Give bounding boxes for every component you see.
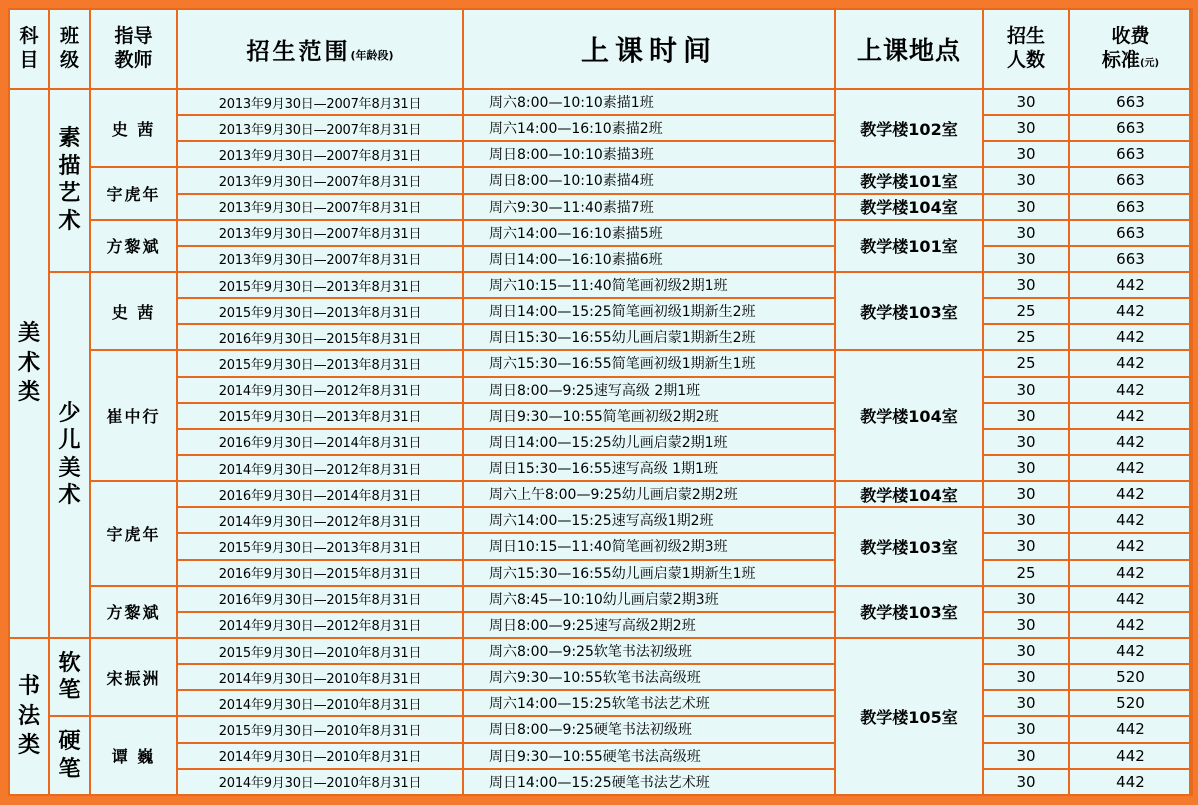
teacher-tan-wei: 谭 巍	[90, 716, 177, 795]
class-time: 周六14:00—16:10素描2班	[463, 115, 835, 141]
enroll-count: 30	[983, 743, 1069, 769]
enroll-range: 2013年9月30日—2007年8月31日	[177, 220, 463, 246]
enroll-range: 2014年9月30日—2010年8月31日	[177, 690, 463, 716]
fee: 442	[1069, 743, 1192, 769]
class-time: 周日14:00—15:25硬笔书法艺术班	[463, 769, 835, 795]
teacher-yu-hunian: 宇虎年	[90, 167, 177, 219]
classroom: 教学楼101室	[835, 220, 983, 272]
class-time: 周日9:30—10:55简笔画初级2期2班	[463, 403, 835, 429]
class-kids-art: 少儿美术	[49, 272, 90, 638]
header-fee: 收费 标准(元)	[1069, 9, 1192, 89]
table-row	[9, 220, 1192, 246]
enroll-range: 2015年9月30日—2013年8月31日	[177, 298, 463, 324]
fee: 442	[1069, 298, 1192, 324]
fee: 442	[1069, 507, 1192, 533]
enroll-range: 2014年9月30日—2012年8月31日	[177, 507, 463, 533]
enroll-count: 30	[983, 115, 1069, 141]
fee: 442	[1069, 560, 1192, 586]
class-time: 周六10:15—11:40简笔画初级2期1班	[463, 272, 835, 298]
table-row	[9, 586, 1192, 612]
teacher-shi-qian: 史 茜	[90, 272, 177, 350]
enroll-count: 30	[983, 194, 1069, 220]
table-row	[9, 377, 1192, 403]
enroll-range: 2013年9月30日—2007年8月31日	[177, 141, 463, 167]
table-row	[9, 716, 1192, 742]
enroll-range: 2015年9月30日—2010年8月31日	[177, 638, 463, 664]
enroll-range: 2013年9月30日—2007年8月31日	[177, 194, 463, 220]
class-time: 周六14:00—15:25速写高级1期2班	[463, 507, 835, 533]
table-row	[9, 272, 1192, 298]
table-row	[9, 769, 1192, 795]
fee: 442	[1069, 533, 1192, 559]
enroll-count: 25	[983, 560, 1069, 586]
fee: 442	[1069, 377, 1192, 403]
class-time: 周日8:00—10:10素描4班	[463, 167, 835, 193]
classroom: 教学楼103室	[835, 586, 983, 638]
table-row	[9, 298, 1192, 324]
enroll-range: 2014年9月30日—2012年8月31日	[177, 612, 463, 638]
table-row	[9, 324, 1192, 350]
enroll-count: 30	[983, 664, 1069, 690]
teacher-fang-libin: 方黎斌	[90, 220, 177, 272]
table-row	[9, 115, 1192, 141]
class-time: 周六15:30—16:55简笔画初级1期新生1班	[463, 350, 835, 376]
fee: 663	[1069, 89, 1192, 115]
classroom: 教学楼102室	[835, 89, 983, 167]
class-time: 周六8:00—9:25软笔书法初级班	[463, 638, 835, 664]
enroll-range: 2013年9月30日—2007年8月31日	[177, 89, 463, 115]
table-row	[9, 89, 1192, 115]
table-row	[9, 664, 1192, 690]
header-class-time: 上课时间	[463, 9, 835, 89]
table-row	[9, 507, 1192, 533]
class-time: 周六8:00—10:10素描1班	[463, 89, 835, 115]
table-row	[9, 246, 1192, 272]
enroll-count: 25	[983, 350, 1069, 376]
fee: 442	[1069, 272, 1192, 298]
classroom: 教学楼104室	[835, 350, 983, 481]
fee: 442	[1069, 638, 1192, 664]
subject-art: 美术类	[9, 89, 49, 638]
header-class: 班 级	[49, 9, 90, 89]
enroll-count: 30	[983, 167, 1069, 193]
header-enroll-range: 招生范围(年龄段)	[177, 9, 463, 89]
fee: 442	[1069, 403, 1192, 429]
class-time: 周日8:00—9:25硬笔书法初级班	[463, 716, 835, 742]
enroll-range: 2014年9月30日—2010年8月31日	[177, 743, 463, 769]
enroll-count: 30	[983, 638, 1069, 664]
enroll-count: 30	[983, 507, 1069, 533]
enroll-count: 30	[983, 612, 1069, 638]
class-time: 周日15:30—16:55速写高级 1期1班	[463, 455, 835, 481]
enroll-range: 2015年9月30日—2010年8月31日	[177, 716, 463, 742]
enroll-count: 30	[983, 89, 1069, 115]
teacher-yu-hunian: 宇虎年	[90, 481, 177, 586]
enroll-range: 2013年9月30日—2007年8月31日	[177, 115, 463, 141]
enroll-range: 2015年9月30日—2013年8月31日	[177, 403, 463, 429]
class-time: 周日8:00—10:10素描3班	[463, 141, 835, 167]
fee: 442	[1069, 586, 1192, 612]
classroom: 教学楼105室	[835, 638, 983, 795]
classroom: 教学楼104室	[835, 481, 983, 507]
enroll-count: 30	[983, 220, 1069, 246]
fee: 663	[1069, 141, 1192, 167]
table-row	[9, 194, 1192, 220]
enroll-count: 30	[983, 586, 1069, 612]
enroll-range: 2014年9月30日—2012年8月31日	[177, 377, 463, 403]
class-time: 周日15:30—16:55幼儿画启蒙1期新生2班	[463, 324, 835, 350]
teacher-cui-zhongxing: 崔中行	[90, 350, 177, 481]
fee: 442	[1069, 716, 1192, 742]
fee: 442	[1069, 429, 1192, 455]
classroom: 教学楼101室	[835, 167, 983, 193]
header-subject: 科 目	[9, 9, 49, 89]
class-time: 周六8:45—10:10幼儿画启蒙2期3班	[463, 586, 835, 612]
class-time: 周六9:30—10:55软笔书法高级班	[463, 664, 835, 690]
header-row	[9, 9, 1192, 89]
enroll-range: 2015年9月30日—2013年8月31日	[177, 350, 463, 376]
enroll-range: 2016年9月30日—2014年8月31日	[177, 481, 463, 507]
class-time: 周日14:00—15:25简笔画初级1期新生2班	[463, 298, 835, 324]
enroll-range: 2013年9月30日—2007年8月31日	[177, 246, 463, 272]
enroll-count: 30	[983, 429, 1069, 455]
teacher-song-zhenzhou: 宋振洲	[90, 638, 177, 716]
fee: 663	[1069, 167, 1192, 193]
fee: 442	[1069, 350, 1192, 376]
teacher-shi-qian: 史 茜	[90, 89, 177, 167]
table-row	[9, 533, 1192, 559]
header-location: 上课地点	[835, 9, 983, 89]
table-row	[9, 403, 1192, 429]
enroll-range: 2016年9月30日—2015年8月31日	[177, 560, 463, 586]
class-time: 周六上午8:00—9:25幼儿画启蒙2期2班	[463, 481, 835, 507]
enroll-count: 30	[983, 769, 1069, 795]
fee: 442	[1069, 455, 1192, 481]
table-row	[9, 167, 1192, 193]
fee: 663	[1069, 194, 1192, 220]
enroll-count: 30	[983, 716, 1069, 742]
enroll-count: 25	[983, 324, 1069, 350]
teacher-fang-libin: 方黎斌	[90, 586, 177, 638]
header-teacher: 指导 教师	[90, 9, 177, 89]
class-time: 周日9:30—10:55硬笔书法高级班	[463, 743, 835, 769]
class-time: 周日10:15—11:40简笔画初级2期3班	[463, 533, 835, 559]
table-row	[9, 690, 1192, 716]
classroom: 教学楼104室	[835, 194, 983, 220]
class-time: 周日14:00—16:10素描6班	[463, 246, 835, 272]
table-row	[9, 429, 1192, 455]
enroll-range: 2014年9月30日—2010年8月31日	[177, 664, 463, 690]
class-time: 周六14:00—15:25软笔书法艺术班	[463, 690, 835, 716]
enroll-range: 2014年9月30日—2010年8月31日	[177, 769, 463, 795]
enroll-range: 2015年9月30日—2013年8月31日	[177, 533, 463, 559]
course-schedule-table	[8, 8, 1193, 796]
class-time: 周六15:30—16:55幼儿画启蒙1期新生1班	[463, 560, 835, 586]
enroll-range: 2015年9月30日—2013年8月31日	[177, 272, 463, 298]
enroll-count: 30	[983, 377, 1069, 403]
enroll-range: 2016年9月30日—2015年8月31日	[177, 324, 463, 350]
subject-calligraphy: 书法类	[9, 638, 49, 795]
fee: 663	[1069, 246, 1192, 272]
enroll-count: 30	[983, 246, 1069, 272]
enroll-count: 30	[983, 690, 1069, 716]
table-row	[9, 560, 1192, 586]
table-row	[9, 350, 1192, 376]
enroll-count: 30	[983, 455, 1069, 481]
table-row	[9, 455, 1192, 481]
fee: 442	[1069, 324, 1192, 350]
fee: 520	[1069, 664, 1192, 690]
fee: 663	[1069, 115, 1192, 141]
table-row	[9, 612, 1192, 638]
enroll-count: 30	[983, 403, 1069, 429]
class-hard-pen: 硬笔	[49, 716, 90, 795]
enroll-count: 30	[983, 533, 1069, 559]
fee: 520	[1069, 690, 1192, 716]
table-row	[9, 481, 1192, 507]
enroll-range: 2016年9月30日—2015年8月31日	[177, 586, 463, 612]
fee: 442	[1069, 769, 1192, 795]
fee: 442	[1069, 612, 1192, 638]
class-sketch: 素描艺术	[49, 89, 90, 272]
class-time: 周六9:30—11:40素描7班	[463, 194, 835, 220]
header-enroll-count: 招生 人数	[983, 9, 1069, 89]
enroll-range: 2013年9月30日—2007年8月31日	[177, 167, 463, 193]
enroll-count: 30	[983, 481, 1069, 507]
fee: 442	[1069, 481, 1192, 507]
enroll-count: 25	[983, 298, 1069, 324]
enroll-count: 30	[983, 141, 1069, 167]
enroll-count: 30	[983, 272, 1069, 298]
classroom: 教学楼103室	[835, 507, 983, 585]
classroom: 教学楼103室	[835, 272, 983, 350]
table-row	[9, 638, 1192, 664]
table-row	[9, 743, 1192, 769]
enroll-range: 2014年9月30日—2012年8月31日	[177, 455, 463, 481]
class-time: 周日14:00—15:25幼儿画启蒙2期1班	[463, 429, 835, 455]
class-soft-pen: 软笔	[49, 638, 90, 716]
class-time: 周日8:00—9:25速写高级 2期1班	[463, 377, 835, 403]
table-row	[9, 141, 1192, 167]
class-time: 周六14:00—16:10素描5班	[463, 220, 835, 246]
enroll-range: 2016年9月30日—2014年8月31日	[177, 429, 463, 455]
fee: 663	[1069, 220, 1192, 246]
class-time: 周日8:00—9:25速写高级2期2班	[463, 612, 835, 638]
